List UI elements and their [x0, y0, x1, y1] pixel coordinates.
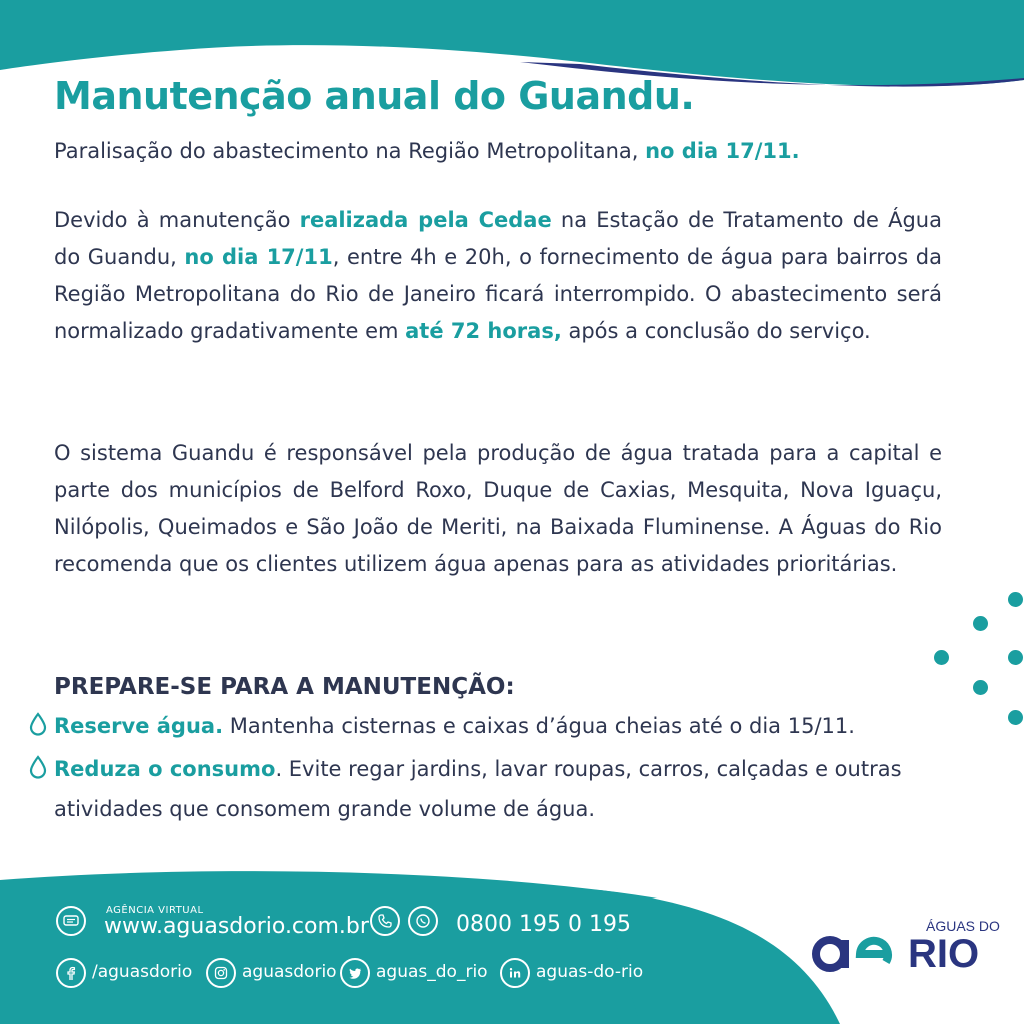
decorative-dot	[973, 680, 988, 695]
p1-highlight-3: até 72 horas,	[405, 319, 562, 343]
twitter-handle[interactable]: aguas_do_rio	[376, 962, 488, 982]
twitter-icon	[340, 958, 370, 988]
prepare-heading: PREPARE-SE PARA A MANUTENÇÃO:	[54, 674, 515, 700]
reduce-highlight: Reduza o consumo	[54, 757, 276, 781]
agency-label: AGÊNCIA VIRTUAL	[106, 905, 204, 916]
reserve-highlight: Reserve água.	[54, 714, 224, 738]
facebook-icon	[56, 958, 86, 988]
prepare-item-reduce	[28, 751, 948, 828]
instagram-handle[interactable]: aguasdorio	[242, 962, 337, 982]
reduce-text: . Evite regar jardins, lavar roupas, carros, calçadas e outras	[275, 757, 902, 781]
instagram-icon	[206, 958, 236, 988]
decorative-dot	[934, 650, 949, 665]
water-drop-icon	[28, 754, 50, 791]
phone-icon	[370, 906, 400, 936]
subtitle-date: no dia 17/11.	[645, 139, 800, 163]
website-link[interactable]: www.aguasdorio.com.br	[104, 914, 369, 939]
prepare-item-reserve	[28, 708, 948, 748]
p1-text-2: na Estação de Tratamento de Água do Guandu,	[54, 208, 942, 269]
reserve-text: Mantenha cisternas e caixas d’água cheias até o dia 15/11.	[223, 714, 855, 738]
decorative-dot	[973, 616, 988, 631]
decorative-dot	[1008, 650, 1023, 665]
linkedin-icon	[500, 958, 530, 988]
p1-highlight-1: realizada pela Cedae	[299, 208, 552, 232]
paragraph-maintenance	[54, 202, 942, 350]
paragraph-guandu-system: O sistema Guandu é responsável pela produção de água tratada para a capital e parte dos municípios de Belford Roxo, Duque de Caxias, Mesquita, Nova Iguaçu, Nilópolis, Queimados e São João de Meriti, na Baixada Fluminense. A Águas do Rio recomenda que os clientes utilizem água apenas para as atividades prioritárias.	[54, 441, 942, 576]
linkedin-handle[interactable]: aguas-do-rio	[536, 962, 644, 982]
aguas-do-rio-logo	[808, 918, 1000, 978]
logo-big-text: RIO	[908, 932, 980, 976]
decorative-dot	[1008, 592, 1023, 607]
decorative-dot	[1008, 710, 1023, 725]
water-drop-icon	[28, 711, 50, 748]
page-subtitle	[54, 139, 800, 163]
reduce-text-continued: atividades que consomem grande volume de água.	[54, 797, 596, 821]
facebook-handle[interactable]: /aguasdorio	[92, 962, 193, 982]
p1-text-4: após a conclusão do serviço.	[561, 319, 871, 343]
page-title: Manutenção anual do Guandu.	[54, 74, 695, 118]
phone-number[interactable]: 0800 195 0 195	[456, 912, 631, 937]
logo-small-text: ÁGUAS DO	[926, 918, 1000, 934]
p1-highlight-2: no dia 17/11	[184, 245, 333, 269]
subtitle-text: Paralisação do abastecimento na Região Metropolitana,	[54, 139, 646, 163]
p1-text-3: , entre 4h e 20h, o fornecimento de água para bairros da Região Metropolitana do Rio de Janeiro ficará interrompido. O abastecimento será normalizado gradativamente em	[54, 245, 942, 343]
whatsapp-icon	[408, 906, 438, 936]
p1-text-1: Devido à manutenção	[54, 208, 300, 232]
ae-logo-mark	[808, 928, 904, 976]
chat-icon	[56, 906, 86, 936]
